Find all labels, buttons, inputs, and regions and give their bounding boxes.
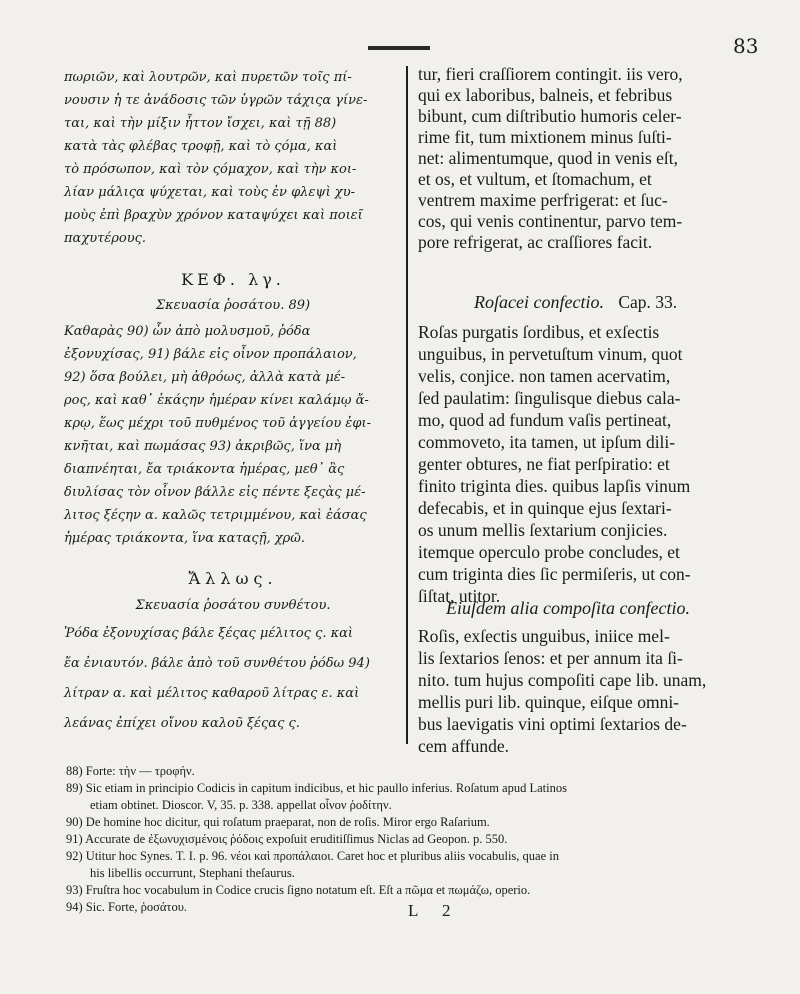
latin-line: cum triginta dies ſic permiſeris, ut con- [418, 564, 691, 584]
greek-line: Ῥόδα ἐξονυχίσας βάλε ξέςας μέλιτος ς. καὶ [64, 626, 354, 641]
latin-line: genter obtures, ne fiat perſpiratio: et [418, 454, 670, 474]
greek-line: Καθαρὰς 90) ὧν ἀπὸ μολυσμοῦ, ῥόδα [64, 324, 311, 339]
latin-line: ſed paulatim: ſingulisque diebus cala- [418, 388, 681, 408]
greek-line: ἔα ἐνιαυτόν. βάλε ἀπὸ τοῦ συνθέτου ῥόδω 94) [64, 656, 370, 671]
latin-line: mellis puri lib. quinque, eiſque omni- [418, 692, 680, 712]
greek-line: νουσιν ἡ τε ἀνάδοσις τῶν ὑγρῶν τάχιςα γίνε- [64, 93, 368, 108]
latin-line: nito. tum hujus compoſiti cape lib. unam, [418, 670, 707, 690]
greek-line: ται, καὶ τὴν μίξιν ἧττον ἴσχει, καὶ τῇ 88) [64, 116, 337, 131]
latin-line: qui ex laboribus, balneis, et febribus [418, 85, 673, 105]
greek-line: λίαν μάλιςα ψύχεται, καὶ τοὺς ἐν φλεψὶ χυ- [64, 185, 355, 200]
latin-line: itemque operculo probe concludes, et [418, 542, 680, 562]
latin-column [418, 64, 756, 754]
greek-line: 92) ὅσα βούλει, μὴ ἀθρόως, ἀλλὰ κατὰ μέ- [64, 370, 346, 385]
latin-line: net: alimentumque, quod in venis eſt, [418, 148, 679, 168]
latin-line: Roſas purgatis ſordibus, et exſectis [418, 322, 660, 342]
greek-line: κρῳ, ἕως μέχρι τοῦ πυθμένος τοῦ ἀγγείου ἐφι- [64, 416, 371, 431]
latin-alt-heading: Eiuſdem alia compoſita confectio. [446, 598, 690, 618]
footnote: 89) Sic etiam in principio Codicis in capitum indicibus, et hic paullo inferius. Roſatum apud Latinos [66, 781, 567, 795]
footnote: 93) Fruſtra hoc vocabulum in Codice crucis ſigno notatum eſt. Eſt a πῶμα et πωμάζω, operio. [66, 883, 531, 897]
greek-line: λιτος ξέςην α. καλῶς τετριμμένου, καὶ ἐάσας [64, 508, 367, 523]
latin-line: os unum mellis ſextarium conjicies. [418, 520, 668, 540]
footnote: 94) Sic. Forte, ῥοσάτου. [66, 900, 188, 914]
latin-line: ventrem maxime perfrigerat: et ſuc- [418, 190, 668, 210]
latin-line: ſiſtat, utitor. [418, 586, 501, 606]
chapter-number: Cap. 33. [618, 292, 678, 312]
greek-alt-heading: Ἄλλως. [188, 569, 278, 588]
footnote: 91) Accurate de ἐξωνυχισμένοις ῥόδοις expoſuit eruditiſſimus Niclas ad Geopon. p. 550. [66, 832, 508, 846]
greek-line: διυλίσας τὸν οἶνον βάλλε εἰς πέντε ξεςὰς μέ- [64, 485, 366, 500]
latin-line: Roſis, exſectis unguibus, iniice mel- [418, 626, 670, 646]
greek-line: παχυτέρους. [64, 231, 147, 246]
header-ornament-rule [368, 46, 430, 50]
latin-line: lis ſextarios ſenos: et per annum ita ſi- [418, 648, 683, 668]
greek-line: ἡμέρας τριάκοντα, ἵνα καταςῇ, χρῶ. [64, 531, 306, 546]
printer-signature-mark: L 2 [408, 901, 461, 920]
greek-line: κνῆται, καὶ πωμάσας 93) ἀκριβῶς, ἵνα μὴ [64, 439, 342, 454]
latin-line: finito triginta dies. quibus lapſis vinum [418, 476, 691, 496]
latin-line: cem affunde. [418, 736, 510, 756]
latin-line: bus laevigatis vini optimi ſextarios de- [418, 714, 687, 734]
latin-line: velis, conjice. non tamen acervatim, [418, 366, 671, 386]
latin-section-heading [474, 292, 677, 313]
footnote: 90) De homine hoc dicitur, qui roſatum praeparat, non de roſis. Miror ergo Raſarium. [66, 815, 490, 829]
greek-line: ρος, καὶ καθ᾽ ἑκάςην ἡμέραν κίνει καλάμῳ ἄ- [64, 393, 369, 408]
greek-chapter-heading: ΚΕΦ. λγ. [181, 270, 285, 289]
greek-line: λίτραν α. καὶ μέλιτος καθαροῦ λίτρας ε. καὶ [64, 686, 360, 701]
page-number: 83 [733, 34, 759, 58]
footnote-continuation: etiam obtinet. Dioscor. V, 35. p. 338. appellat οἶνον ῥοδίτην. [90, 798, 392, 812]
latin-line: rime fit, tum mixtionem minus ſuſti- [418, 127, 672, 147]
greek-recipe-title: Σκευασία ῥοσάτου. 89) [155, 298, 311, 313]
greek-line: λεάνας ἐπίχει οἴνου καλοῦ ξέςας ς. [64, 716, 300, 731]
latin-line: et os, et vultum, et ſtomachum, et [418, 169, 652, 189]
latin-line: defecabis, et in quinque ejus ſextari- [418, 498, 672, 518]
footnote-continuation: his libellis occurrunt, Stephani theſaurus. [90, 866, 295, 880]
latin-recipe-title: Roſacei confectio. [474, 292, 604, 312]
greek-line: τὸ πρόσωπον, καὶ τὸν ςόμαχον, καὶ τὴν κοι- [64, 162, 357, 177]
latin-line: bibunt, cum diſtributio humoris celer- [418, 106, 682, 126]
footnote: 92) Utitur hoc Synes. T. I. p. 96. νέοι καὶ προπάλαιοι. Caret hoc et pluribus aliis vocabulis, quae in [66, 849, 559, 863]
greek-line: διαπνέηται, ἔα τριάκοντα ἡμέρας, μεθ᾽ ἃς [64, 462, 345, 477]
latin-line: commoveto, ita tamen, ut ipſum dili- [418, 432, 676, 452]
greek-column [64, 70, 402, 750]
column-divider [406, 66, 408, 744]
latin-line: tur, fieri craſſiorem contingit. iis vero, [418, 64, 683, 84]
latin-line: unguibus, in pervetuſtum vinum, quot [418, 344, 683, 364]
greek-line: κατὰ τὰς φλέβας τροφῇ, καὶ τὸ ςόμα, καὶ [64, 139, 338, 154]
greek-line: πωριῶν, καὶ λουτρῶν, καὶ πυρετῶν τοῖς πί- [64, 70, 352, 85]
footnote: 88) Forte: τὴν — τροφήν. [66, 764, 195, 778]
greek-recipe-title: Σκευασία ῥοσάτου συνθέτου. [135, 598, 331, 613]
latin-line: pore refrigerat, ac craſſiores facit. [418, 232, 653, 252]
latin-line: cos, qui venis continentur, parvo tem- [418, 211, 683, 231]
latin-line: mo, quod ad fundum vaſis pertineat, [418, 410, 672, 430]
greek-line: μοὺς ἐπὶ βραχὺν χρόνον καταψύχει καὶ ποιεῖ [64, 208, 363, 223]
greek-line: ἐξονυχίσας, 91) βάλε εἰς οἶνον προπάλαιον, [64, 347, 357, 362]
